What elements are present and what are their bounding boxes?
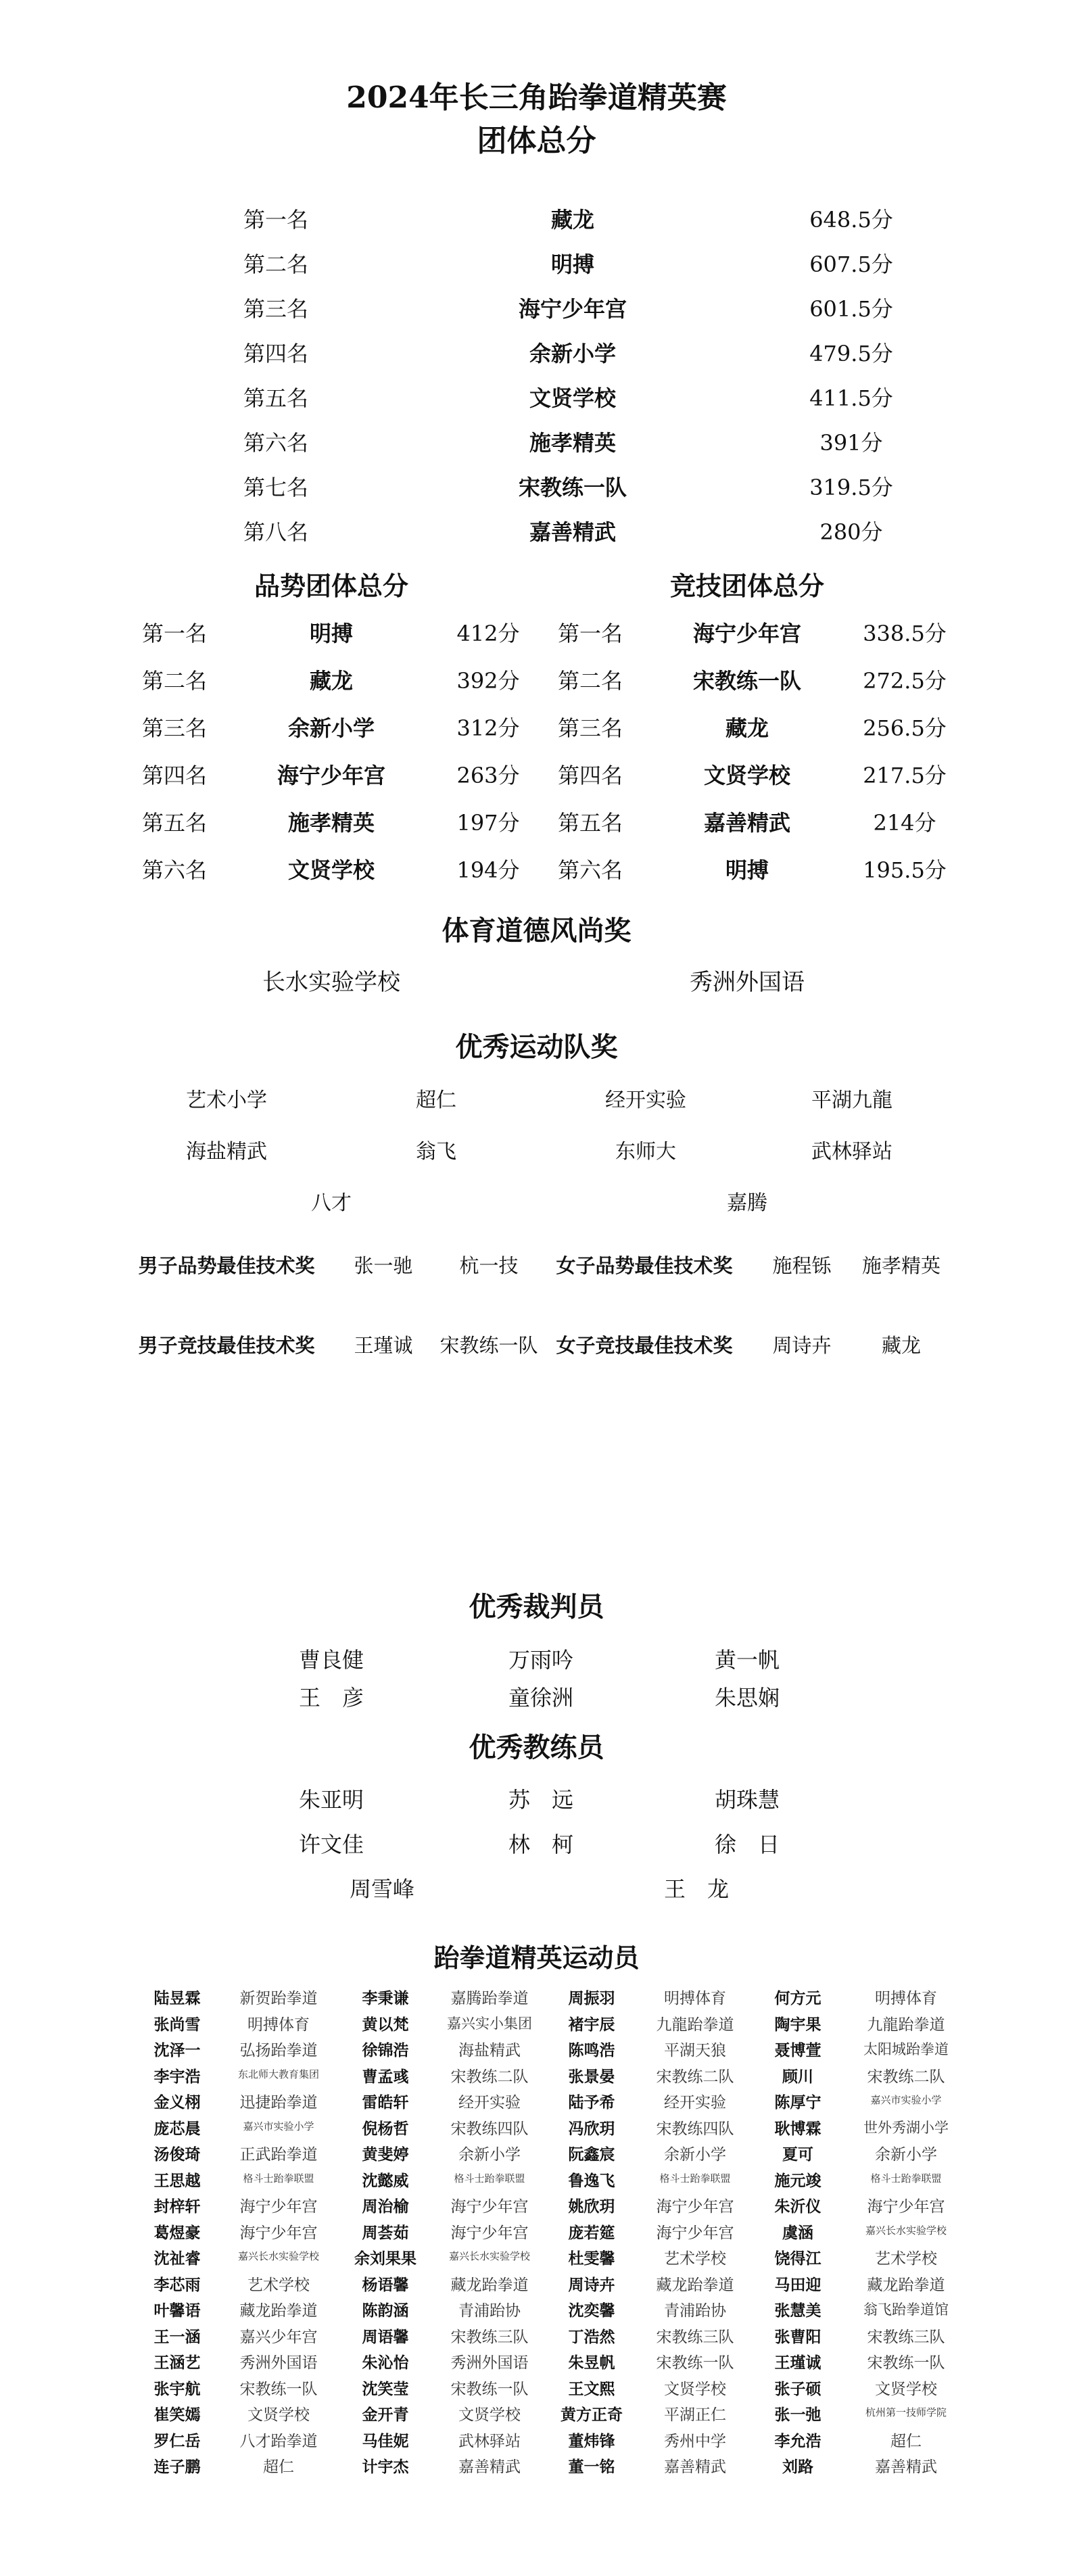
overall-score: 391分 [819, 430, 883, 456]
overall-rank: 第四名 [243, 341, 309, 366]
athlete-team: 海宁少年宫 [656, 2198, 734, 2216]
athlete-team: 嘉兴长水实验学校 [865, 2224, 947, 2237]
athlete-name: 褚宇辰 [568, 2015, 615, 2034]
athlete-team: 太阳城跆拳道 [863, 2041, 949, 2057]
athlete-name: 张尚雪 [153, 2015, 201, 2034]
athlete-team: 弘扬跆拳道 [239, 2042, 318, 2059]
poomsae-score: 194分 [456, 857, 520, 883]
athlete-team: 格斗士跆拳联盟 [454, 2172, 525, 2185]
athlete-name: 沈笑莹 [362, 2379, 409, 2398]
athlete-team: 新贺跆拳道 [239, 1990, 318, 2007]
kyorugi-title: 竞技团体总分 [669, 571, 825, 601]
athlete-name: 庞若筵 [568, 2223, 615, 2242]
athlete-name: 陶宇果 [774, 2015, 821, 2034]
athlete-team: 八才跆拳道 [239, 2432, 318, 2450]
overall-rank: 第三名 [243, 296, 309, 322]
poomsae-team: 明搏 [309, 621, 354, 646]
athlete-team: 海宁少年宫 [239, 2198, 318, 2216]
coaches-name: 苏 远 [508, 1787, 574, 1813]
athlete-team: 秀洲外国语 [239, 2354, 318, 2372]
excellent-team-item: 翁飞 [416, 1140, 456, 1164]
athlete-name: 沈懿威 [362, 2171, 409, 2190]
overall-team: 明搏 [550, 252, 595, 277]
poomsae-rank: 第二名 [142, 668, 208, 694]
athlete-team: 宋教练四队 [656, 2120, 734, 2138]
poomsae-score: 412分 [456, 621, 520, 646]
coaches-name: 徐 日 [714, 1832, 780, 1857]
athlete-name: 鲁逸飞 [568, 2171, 615, 2190]
athlete-team: 余新小学 [458, 2146, 521, 2164]
athlete-team: 九龍跆拳道 [656, 2016, 734, 2034]
athlete-team: 宋教练二队 [867, 2068, 945, 2086]
poomsae-score: 197分 [456, 810, 520, 836]
athlete-team: 海宁少年宫 [450, 2198, 529, 2216]
athlete-team: 宋教练四队 [450, 2120, 529, 2138]
athlete-name: 王思越 [153, 2171, 201, 2190]
excellent-team-item: 八才 [311, 1191, 352, 1215]
athlete-name: 朱昱帆 [568, 2354, 615, 2372]
athlete-name: 董炜锋 [568, 2431, 615, 2450]
athlete-team: 青浦跆协 [458, 2302, 521, 2320]
athlete-team: 格斗士跆拳联盟 [659, 2172, 731, 2185]
overall-score: 479.5分 [809, 341, 893, 366]
athlete-team: 明搏体育 [664, 1990, 726, 2007]
athlete-team: 藏龙跆拳道 [450, 2276, 529, 2294]
athlete-name: 夏可 [782, 2145, 813, 2164]
kyorugi-score: 338.5分 [863, 621, 947, 646]
excellent-team-item: 武林驿站 [811, 1140, 892, 1164]
athlete-team: 艺术学校 [875, 2250, 937, 2268]
athlete-team: 文贤学校 [458, 2406, 521, 2424]
athlete-name: 叶馨语 [153, 2301, 201, 2320]
athlete-team: 余新小学 [664, 2146, 726, 2164]
athlete-name: 周诗卉 [568, 2275, 615, 2294]
athlete-team: 宋教练二队 [450, 2068, 529, 2086]
overall-team: 宋教练一队 [518, 475, 627, 500]
page-title: 2024年长三角跆拳道精英赛 [346, 80, 727, 115]
kyorugi-rank: 第三名 [558, 715, 623, 741]
athlete-name: 葛煜豪 [153, 2223, 201, 2242]
referees-name: 黄一帆 [714, 1647, 780, 1673]
award-winner: 王瑾诚 [354, 1334, 413, 1357]
athlete-team: 宋教练一队 [656, 2354, 734, 2372]
overall-team: 文贤学校 [529, 385, 617, 411]
athlete-team: 宋教练二队 [656, 2068, 734, 2086]
referees-name: 王 彦 [298, 1685, 364, 1711]
overall-score: 280分 [819, 519, 883, 545]
athlete-name: 施元竣 [774, 2171, 821, 2190]
athlete-team: 海盐精武 [458, 2042, 521, 2059]
excellent-team-title: 优秀运动队奖 [455, 1031, 618, 1063]
overall-score: 648.5分 [809, 207, 893, 233]
overall-team: 施孝精英 [529, 430, 617, 456]
kyorugi-team: 藏龙 [725, 715, 769, 741]
athlete-team: 九龍跆拳道 [867, 2016, 945, 2034]
athlete-team: 藏龙跆拳道 [867, 2276, 945, 2294]
athlete-team: 艺术学校 [664, 2250, 726, 2268]
kyorugi-team: 宋教练一队 [692, 668, 802, 694]
athlete-name: 金开青 [362, 2406, 409, 2424]
overall-score: 601.5分 [809, 296, 893, 322]
athlete-team: 宋教练一队 [450, 2380, 529, 2398]
athlete-name: 黄以梵 [362, 2015, 409, 2034]
excellent-team-item: 东师大 [615, 1140, 676, 1164]
athlete-team: 宋教练一队 [239, 2380, 318, 2398]
athlete-team: 超仁 [263, 2458, 294, 2476]
page-subtitle: 团体总分 [477, 124, 596, 158]
overall-team: 海宁少年宫 [518, 296, 627, 322]
award-category: 女子竞技最佳技术奖 [556, 1334, 733, 1357]
athlete-team: 武林驿站 [458, 2432, 521, 2450]
overall-score: 607.5分 [809, 252, 893, 277]
athlete-team: 嘉兴市实验小学 [243, 2120, 314, 2132]
kyorugi-rank: 第一名 [558, 621, 623, 646]
athlete-team: 嘉兴实小集团 [447, 2015, 532, 2032]
kyorugi-score: 214分 [873, 810, 936, 836]
award-category: 女子品势最佳技术奖 [556, 1254, 733, 1277]
kyorugi-score: 217.5分 [863, 763, 947, 788]
athlete-name: 李秉谦 [362, 1989, 409, 2007]
athlete-team: 格斗士跆拳联盟 [870, 2172, 942, 2185]
kyorugi-rank: 第二名 [558, 668, 623, 694]
athlete-team: 海宁少年宫 [239, 2224, 318, 2242]
award-winner: 杭一技 [459, 1254, 519, 1277]
poomsae-rank: 第五名 [142, 810, 208, 836]
athlete-team: 余新小学 [875, 2146, 937, 2164]
award-winner: 藏龙 [881, 1334, 922, 1357]
coaches-title: 优秀教练员 [469, 1732, 604, 1763]
athlete-team: 明搏体育 [247, 2016, 310, 2034]
athlete-name: 刘路 [782, 2458, 813, 2476]
athlete-name: 沈泽一 [153, 2041, 201, 2059]
athlete-name: 李芯雨 [153, 2275, 201, 2294]
poomsae-rank: 第四名 [142, 763, 208, 788]
award-winner: 施程铄 [772, 1254, 832, 1277]
athlete-name: 朱沂仪 [774, 2197, 821, 2216]
athlete-team: 秀洲外国语 [450, 2354, 529, 2372]
coaches-name: 周雪峰 [349, 1876, 415, 1902]
athlete-name: 王一涵 [153, 2327, 201, 2346]
athlete-name: 黄方正奇 [561, 2406, 623, 2424]
referees-name: 万雨吟 [508, 1647, 574, 1673]
athlete-team: 世外秀湖小学 [863, 2119, 949, 2136]
athlete-team: 嘉兴长水实验学校 [448, 2250, 531, 2262]
coaches-name: 林 柯 [508, 1832, 574, 1857]
overall-rank: 第七名 [243, 475, 309, 500]
athlete-name: 沈祉睿 [153, 2249, 201, 2268]
kyorugi-rank: 第四名 [558, 763, 623, 788]
overall-score: 319.5分 [809, 475, 893, 500]
overall-rank: 第八名 [243, 519, 309, 545]
athlete-team: 明搏体育 [875, 1990, 937, 2007]
athlete-name: 周治榆 [362, 2197, 409, 2216]
athlete-name: 李允浩 [774, 2431, 821, 2450]
athlete-name: 余刘果果 [354, 2249, 416, 2268]
athlete-name: 虞涵 [782, 2223, 813, 2242]
athlete-team: 嘉腾跆拳道 [450, 1990, 529, 2007]
coaches-name: 王 龙 [663, 1876, 730, 1902]
athlete-team: 嘉兴少年宫 [239, 2328, 318, 2346]
coaches-name: 胡珠慧 [714, 1787, 780, 1813]
athlete-name: 冯欣玥 [568, 2119, 615, 2138]
athletes-title: 跆拳道精英运动员 [433, 1942, 640, 1973]
referees-title: 优秀裁判员 [469, 1591, 604, 1623]
poomsae-team: 藏龙 [309, 668, 354, 694]
excellent-team-item: 海盐精武 [186, 1140, 267, 1164]
athlete-name: 聂博萱 [774, 2041, 821, 2059]
excellent-team-item: 嘉腾 [727, 1191, 767, 1215]
award-winner: 施孝精英 [861, 1254, 941, 1277]
award-winner: 张一驰 [354, 1254, 413, 1277]
poomsae-team: 余新小学 [287, 715, 375, 741]
athlete-name: 何方元 [774, 1989, 821, 2007]
athlete-name: 曹孟彧 [362, 2067, 409, 2086]
athlete-name: 计宇杰 [362, 2458, 409, 2476]
athlete-name: 沈奕馨 [568, 2301, 615, 2320]
overall-rank: 第六名 [243, 430, 309, 456]
athlete-name: 罗仁岳 [153, 2431, 201, 2450]
athlete-team: 藏龙跆拳道 [656, 2276, 734, 2294]
athlete-name: 张宇航 [153, 2379, 201, 2398]
poomsae-score: 263分 [456, 763, 520, 788]
excellent-team-item: 超仁 [416, 1089, 456, 1112]
athlete-name: 马田迎 [774, 2275, 821, 2294]
poomsae-rank: 第一名 [142, 621, 208, 646]
athlete-name: 杜雯馨 [568, 2249, 615, 2268]
athlete-team: 宋教练三队 [656, 2328, 734, 2346]
kyorugi-score: 195.5分 [863, 857, 947, 883]
athlete-name: 王涵艺 [153, 2354, 201, 2372]
athlete-name: 徐锦浩 [362, 2041, 409, 2059]
poomsae-score: 312分 [456, 715, 520, 741]
athlete-name: 马佳妮 [362, 2431, 409, 2450]
referees-name: 曹良健 [298, 1647, 364, 1673]
athlete-name: 封梓轩 [153, 2197, 201, 2216]
athlete-team: 正武跆拳道 [239, 2146, 318, 2164]
athlete-team: 宋教练三队 [867, 2328, 945, 2346]
athlete-name: 王瑾诚 [774, 2354, 821, 2372]
athlete-team: 宋教练一队 [867, 2354, 945, 2372]
athlete-team: 东北师大教育集团 [237, 2068, 320, 2080]
sportsmanship-title: 体育道德风尚奖 [442, 915, 631, 947]
athlete-name: 崔笑嫣 [153, 2406, 201, 2424]
overall-team: 嘉善精武 [529, 519, 617, 545]
athlete-name: 董一铭 [568, 2458, 615, 2476]
athlete-team: 翁飞跆拳道馆 [863, 2301, 949, 2318]
athlete-name: 张曹阳 [774, 2327, 821, 2346]
kyorugi-team: 嘉善精武 [703, 810, 791, 836]
athlete-team: 文贤学校 [247, 2406, 310, 2424]
athlete-name: 张一弛 [774, 2406, 821, 2424]
athlete-name: 周振羽 [568, 1989, 615, 2007]
athlete-team: 文贤学校 [875, 2380, 937, 2398]
athlete-name: 连子鹏 [153, 2458, 201, 2476]
athlete-team: 海宁少年宫 [450, 2224, 529, 2242]
athlete-name: 顾川 [782, 2067, 813, 2086]
poomsae-team: 文贤学校 [287, 857, 375, 883]
athlete-team: 秀州中学 [664, 2432, 726, 2450]
poomsae-score: 392分 [456, 668, 520, 694]
athlete-team: 格斗士跆拳联盟 [243, 2172, 314, 2185]
overall-score: 411.5分 [809, 385, 893, 411]
kyorugi-rank: 第五名 [558, 810, 623, 836]
athlete-team: 藏龙跆拳道 [239, 2302, 318, 2320]
athlete-name: 黄斐婷 [362, 2145, 409, 2164]
athlete-team: 平湖天狼 [664, 2042, 726, 2059]
kyorugi-score: 272.5分 [863, 668, 947, 694]
referees-name: 朱思娴 [714, 1685, 780, 1711]
athlete-team: 嘉善精武 [875, 2458, 937, 2476]
athlete-name: 汤俊琦 [153, 2145, 201, 2164]
athlete-team: 平湖正仁 [664, 2406, 726, 2424]
overall-team: 余新小学 [529, 341, 617, 366]
award-category: 男子品势最佳技术奖 [138, 1254, 315, 1277]
athlete-name: 饶得江 [774, 2249, 821, 2268]
athlete-name: 耿博霖 [774, 2119, 821, 2138]
kyorugi-rank: 第六名 [558, 857, 623, 883]
athlete-name: 陈鸣浩 [568, 2041, 615, 2059]
athlete-team: 海宁少年宫 [867, 2198, 945, 2216]
athlete-team: 经开实验 [664, 2094, 726, 2112]
coaches-name: 许文佳 [298, 1832, 364, 1857]
athlete-team: 经开实验 [458, 2094, 521, 2112]
sportsmanship-award-2: 秀洲外国语 [690, 969, 805, 996]
athlete-team: 嘉善精武 [664, 2458, 726, 2476]
overall-rank: 第五名 [243, 385, 309, 411]
athlete-name: 周荟茹 [362, 2223, 409, 2242]
athlete-team: 嘉兴长水实验学校 [237, 2250, 320, 2262]
athlete-team: 海宁少年宫 [656, 2224, 734, 2242]
athlete-name: 金义栩 [153, 2093, 201, 2112]
excellent-team-item: 艺术小学 [186, 1089, 267, 1112]
athlete-team: 青浦跆协 [664, 2302, 726, 2320]
excellent-team-item: 经开实验 [605, 1089, 686, 1112]
athlete-name: 朱沁怡 [362, 2354, 409, 2372]
kyorugi-team: 明搏 [725, 857, 769, 883]
coaches-name: 朱亚明 [298, 1787, 364, 1813]
athlete-team: 嘉兴市实验小学 [870, 2094, 942, 2106]
athlete-team: 宋教练三队 [450, 2328, 529, 2346]
athlete-name: 张慧美 [774, 2301, 821, 2320]
athlete-team: 超仁 [890, 2432, 922, 2450]
athlete-name: 倪杨哲 [362, 2119, 409, 2138]
athlete-name: 陈韵涵 [362, 2301, 409, 2320]
athlete-team: 嘉善精武 [458, 2458, 521, 2476]
sportsmanship-award-1: 长水实验学校 [262, 969, 400, 996]
athlete-name: 王文熙 [568, 2379, 615, 2398]
athlete-name: 周语馨 [362, 2327, 409, 2346]
athlete-name: 雷皓轩 [362, 2093, 409, 2112]
athlete-name: 杨语馨 [362, 2275, 409, 2294]
athlete-name: 姚欣玥 [568, 2197, 615, 2216]
award-category: 男子竞技最佳技术奖 [138, 1334, 315, 1357]
athlete-name: 阮鑫宸 [568, 2145, 615, 2164]
kyorugi-score: 256.5分 [863, 715, 947, 741]
overall-rank: 第二名 [243, 252, 309, 277]
award-winner: 宋教练一队 [439, 1334, 538, 1357]
athlete-name: 陆昱霖 [153, 1989, 201, 2007]
kyorugi-team: 海宁少年宫 [692, 621, 802, 646]
athlete-team: 迅捷跆拳道 [239, 2094, 318, 2112]
athlete-name: 李宇浩 [153, 2067, 201, 2086]
poomsae-team: 海宁少年宫 [277, 763, 386, 788]
athlete-team: 杭州第一技师学院 [865, 2406, 947, 2418]
referees-name: 童徐洲 [508, 1685, 574, 1711]
poomsae-rank: 第三名 [142, 715, 208, 741]
athlete-name: 丁浩然 [568, 2327, 615, 2346]
athlete-team: 文贤学校 [664, 2380, 726, 2398]
poomsae-rank: 第六名 [142, 857, 208, 883]
athlete-name: 张景晏 [568, 2067, 615, 2086]
kyorugi-team: 文贤学校 [703, 763, 791, 788]
athlete-name: 陈厚宁 [774, 2093, 821, 2112]
poomsae-team: 施孝精英 [287, 810, 375, 836]
athlete-name: 陆予希 [568, 2093, 615, 2112]
poomsae-title: 品势团体总分 [254, 571, 409, 601]
overall-rank: 第一名 [243, 207, 309, 233]
athlete-team: 艺术学校 [247, 2276, 310, 2294]
athlete-name: 张子硕 [774, 2379, 821, 2398]
overall-team: 藏龙 [550, 207, 595, 233]
excellent-team-item: 平湖九龍 [811, 1089, 892, 1112]
award-winner: 周诗卉 [772, 1334, 832, 1357]
athlete-name: 庞芯晨 [153, 2119, 201, 2138]
